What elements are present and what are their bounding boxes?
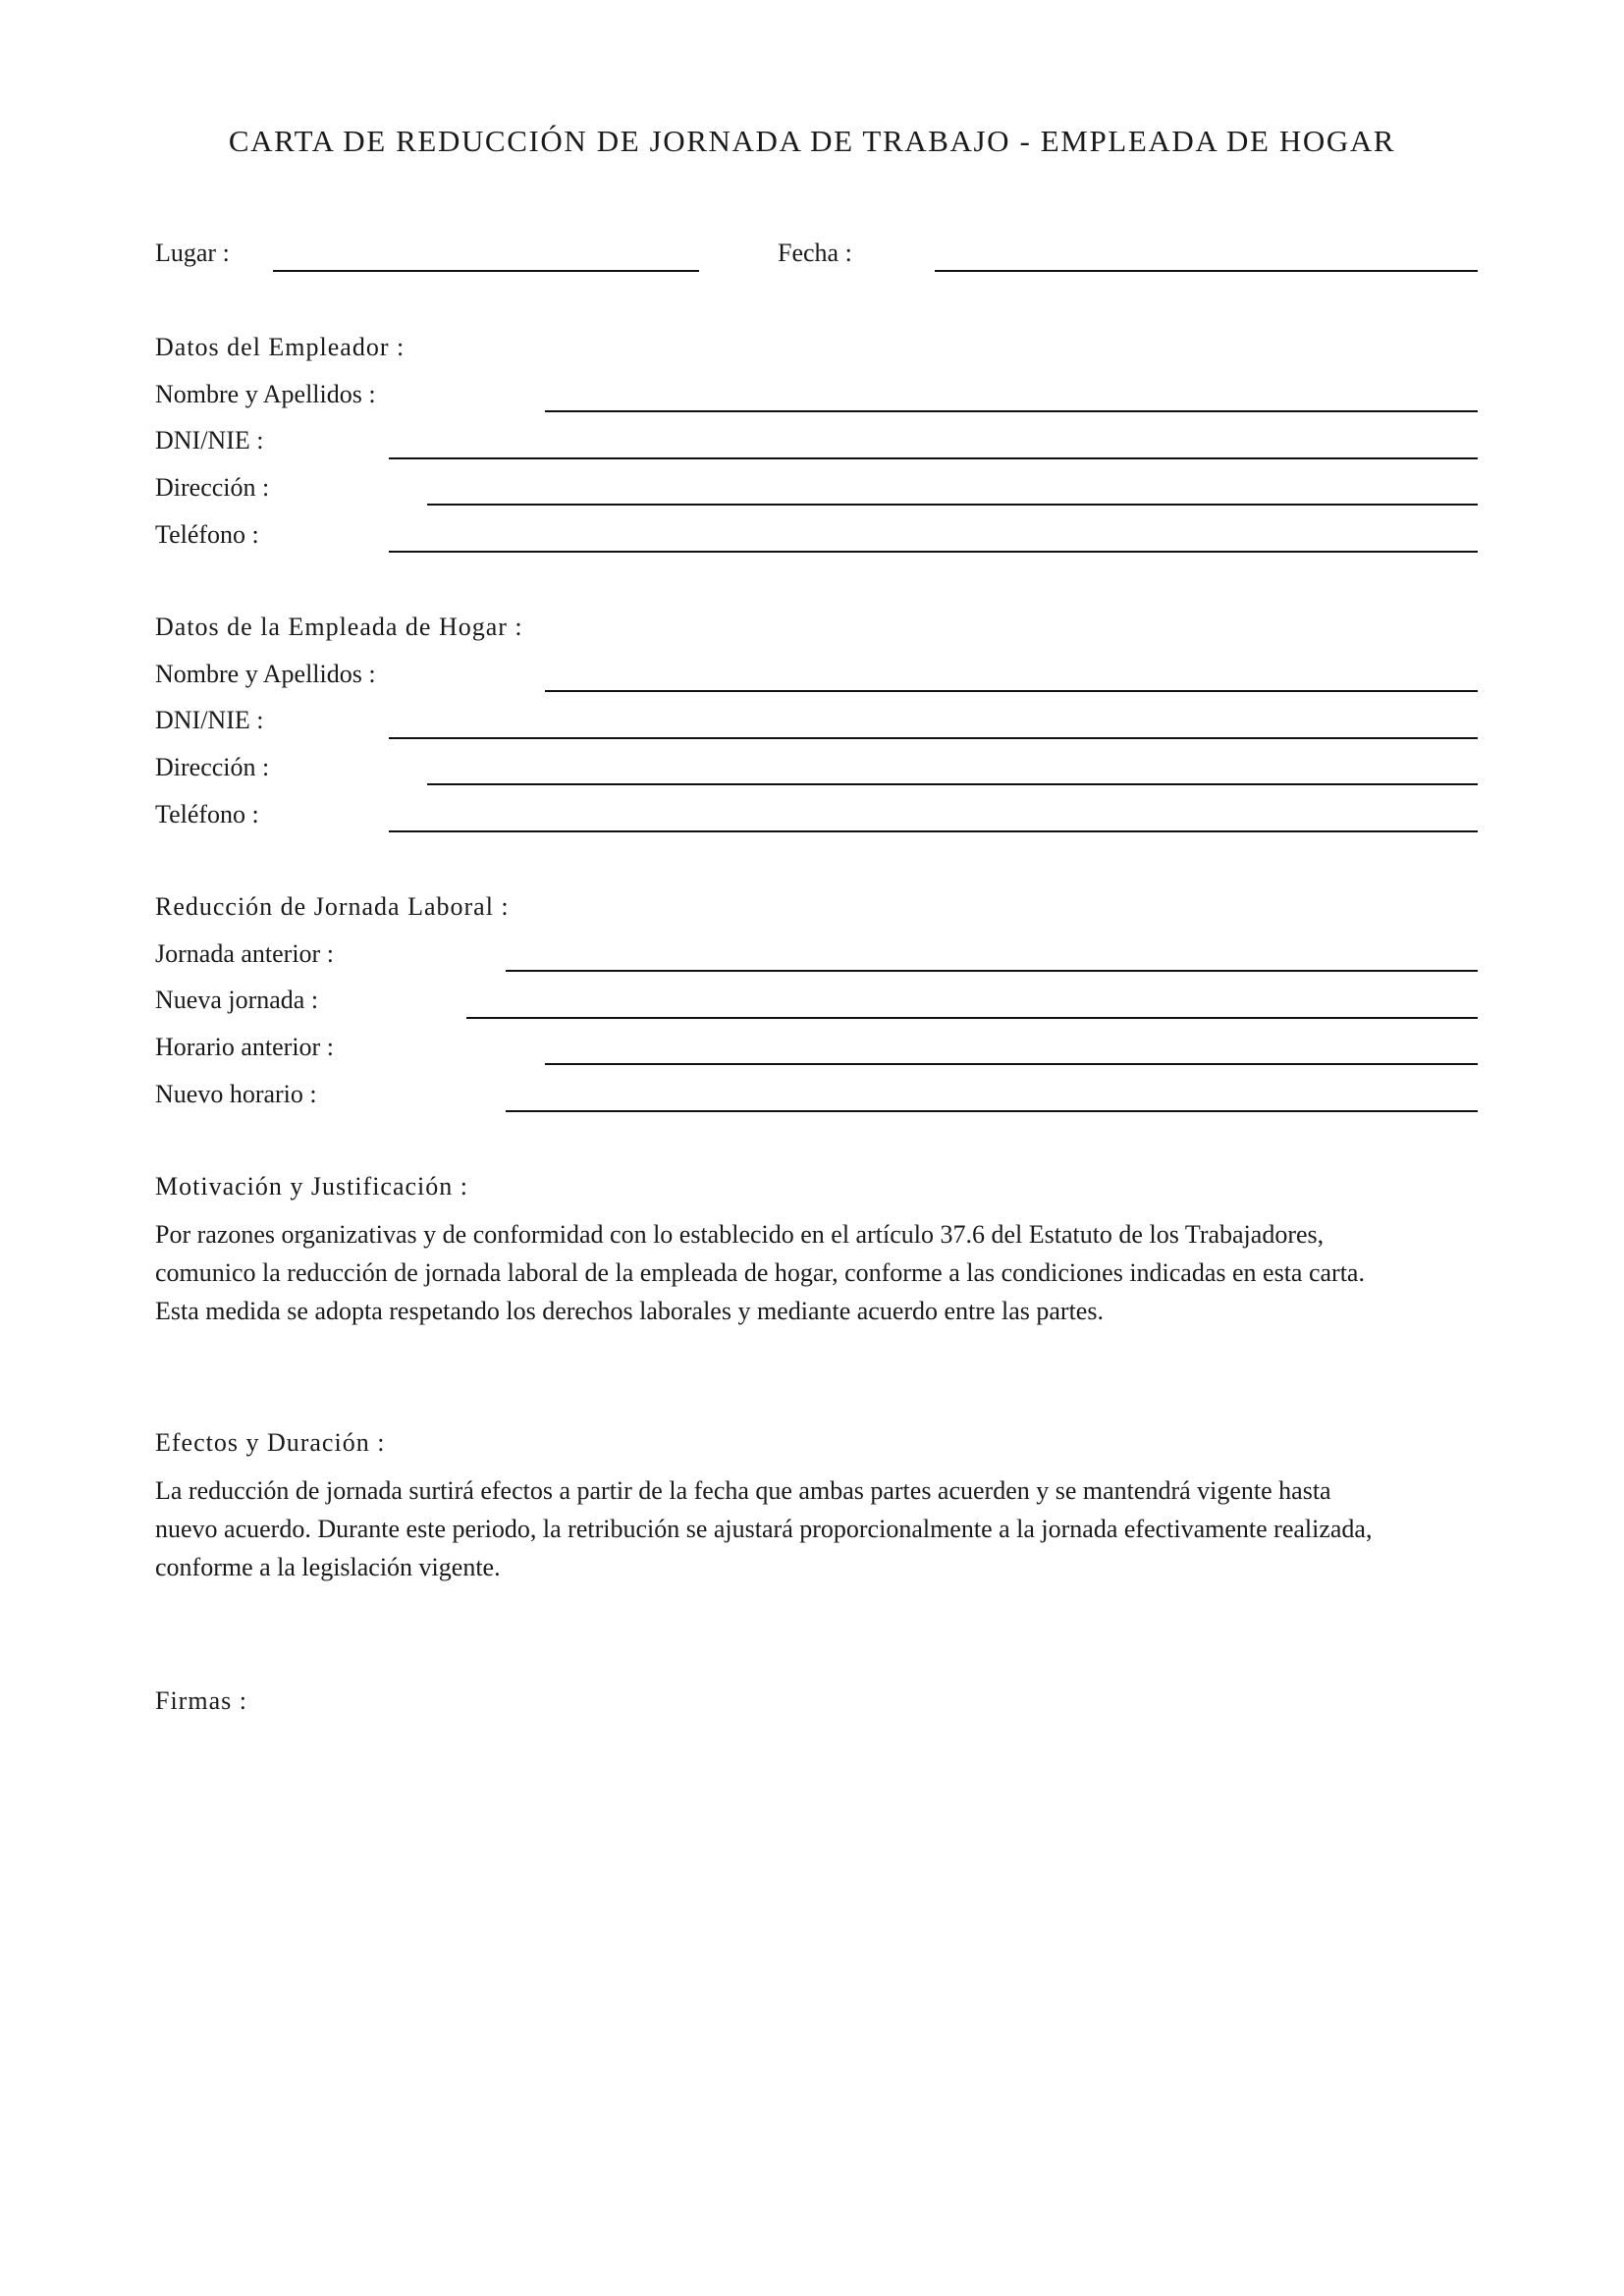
employer-nombre-label: Nombre y Apellidos : bbox=[155, 380, 376, 408]
nuevo-horario-label: Nuevo horario : bbox=[155, 1080, 317, 1108]
employer-telefono-field[interactable] bbox=[389, 551, 1478, 553]
jornada-anterior-label: Jornada anterior : bbox=[155, 939, 334, 968]
employee-telefono-label: Teléfono : bbox=[155, 800, 259, 828]
employer-telefono-label: Teléfono : bbox=[155, 520, 259, 549]
employer-dni-label: DNI/NIE : bbox=[155, 426, 264, 454]
motivation-paragraph bbox=[155, 1215, 1530, 1330]
employer-dni-field[interactable] bbox=[389, 457, 1478, 459]
lugar-label: Lugar : bbox=[155, 239, 230, 267]
nueva-jornada-label: Nueva jornada : bbox=[155, 986, 319, 1014]
fecha-field[interactable] bbox=[935, 270, 1478, 272]
employer-heading: Datos del Empleador : bbox=[155, 333, 406, 361]
motivation-line: Esta medida se adopta respetando los derechos laborales y mediante acuerdo entre las partes. bbox=[155, 1297, 1104, 1325]
effects-heading: Efectos y Duración : bbox=[155, 1428, 386, 1457]
effects-line: La reducción de jornada surtirá efectos a partir de la fecha que ambas partes acuerden y se mantendrá vigente hasta bbox=[155, 1476, 1331, 1505]
employer-direccion-label: Dirección : bbox=[155, 473, 270, 502]
employee-nombre-label: Nombre y Apellidos : bbox=[155, 660, 376, 688]
employee-heading: Datos de la Empleada de Hogar : bbox=[155, 613, 523, 641]
effects-line: nuevo acuerdo. Durante este periodo, la retribución se ajustará proporcionalmente a la jornada efectivamente realizada, bbox=[155, 1515, 1373, 1543]
lugar-field[interactable] bbox=[273, 270, 699, 272]
motivation-line: Por razones organizativas y de conformidad con lo establecido en el artículo 37.6 del Estatuto de los Trabajadores, bbox=[155, 1220, 1325, 1249]
document-title: CARTA DE REDUCCIÓN DE JORNADA DE TRABAJO - EMPLEADA DE HOGAR bbox=[228, 124, 1396, 158]
signatures-heading: Firmas : bbox=[155, 1686, 247, 1715]
nueva-jornada-field[interactable] bbox=[466, 1017, 1478, 1019]
nuevo-horario-field[interactable] bbox=[506, 1110, 1478, 1112]
horario-anterior-field[interactable] bbox=[545, 1063, 1478, 1065]
employee-direccion-label: Dirección : bbox=[155, 753, 270, 781]
employee-telefono-field[interactable] bbox=[389, 830, 1478, 832]
motivation-heading: Motivación y Justificación : bbox=[155, 1172, 469, 1201]
employee-dni-field[interactable] bbox=[389, 737, 1478, 739]
employee-direccion-field[interactable] bbox=[427, 783, 1478, 785]
employer-nombre-field[interactable] bbox=[545, 410, 1478, 412]
motivation-line: comunico la reducción de jornada laboral de la empleada de hogar, conforme a las condiciones indicadas en esta carta. bbox=[155, 1258, 1365, 1287]
effects-paragraph bbox=[155, 1471, 1530, 1586]
jornada-anterior-field[interactable] bbox=[506, 970, 1478, 972]
employee-dni-label: DNI/NIE : bbox=[155, 706, 264, 734]
reduction-heading: Reducción de Jornada Laboral : bbox=[155, 892, 510, 921]
employer-direccion-field[interactable] bbox=[427, 504, 1478, 506]
employee-nombre-field[interactable] bbox=[545, 690, 1478, 692]
effects-line: conforme a la legislación vigente. bbox=[155, 1553, 501, 1581]
fecha-label: Fecha : bbox=[778, 239, 852, 267]
horario-anterior-label: Horario anterior : bbox=[155, 1033, 334, 1061]
